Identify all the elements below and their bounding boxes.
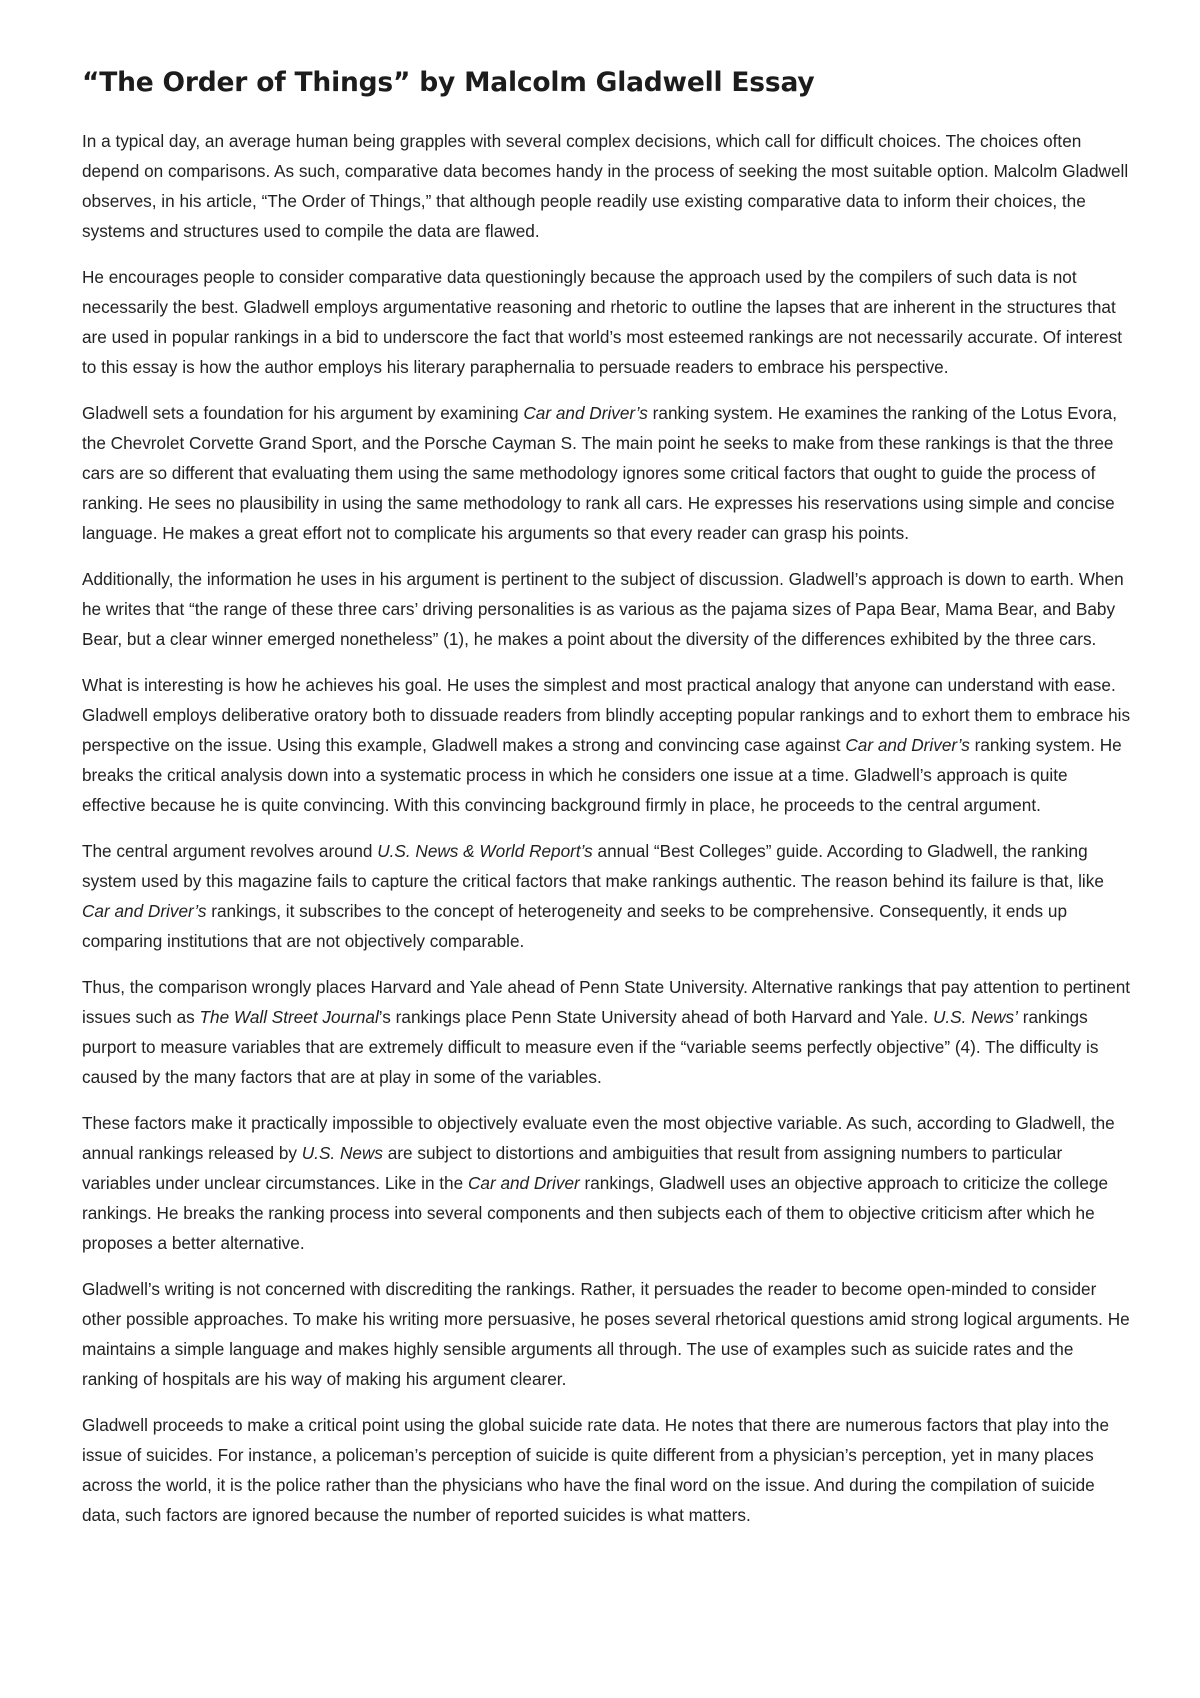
- paragraph-text: ranking system. He examines the ranking of the Lotus Evora, the Chevrolet Corvette Grand Sport, and the Porsche Cayman S. The main point he seeks to make from these rankings is that the three cars are so different that evaluating them using the same methodology ignores some critical factors that ought to guide the process of ranking. He sees no plausibility in using the same methodology to rank all cars. He expresses his reservations using simple and concise language. He makes a great effort not to complicate his arguments so that every reader can grasp his points.: [82, 403, 1117, 543]
- italic-title-text: Car and Driver’s: [845, 735, 970, 755]
- paragraph-text: ranking system. He breaks the critical analysis down into a systematic process in which he considers one issue at a time. Gladwell’s approach is quite effective because he is quite convincing. With this convincing background firmly in place, he proceeds to the central argument.: [82, 735, 1122, 815]
- italic-title-text: U.S. News: [301, 1143, 383, 1163]
- paragraph-text: rankings, Gladwell uses an objective approach to criticize the college rankings. He breaks the ranking process into several components and then subjects each of them to objective criticism after which he proposes a better alternative.: [82, 1173, 1109, 1253]
- essay-paragraph: [82, 670, 1132, 820]
- italic-title-text: Car and Driver: [467, 1173, 580, 1193]
- essay-body: [82, 126, 1132, 1530]
- paragraph-text: In a typical day, an average human being grapples with several complex decisions, which call for difficult choices. The choices often depend on comparisons. As such, comparative data becomes handy in the process of seeking the most suitable option. Malcolm Gladwell observes, in his article, “The Order of Things,” that although people readily use existing comparative data to inform their choices, the systems and structures used to compile the data are flawed.: [82, 131, 1129, 241]
- essay-paragraph: [82, 1410, 1132, 1530]
- essay-paragraph: [82, 126, 1132, 246]
- paragraph-text: Gladwell sets a foundation for his argument by examining: [82, 403, 524, 423]
- paragraph-text: rankings purport to measure variables that are extremely difficult to measure even if the “variable seems perfectly objective” (4). The difficulty is caused by the many factors that are at play in some of the variables.: [82, 1007, 1099, 1087]
- paragraph-text: What is interesting is how he achieves his goal. He uses the simplest and most practical analogy that anyone can understand with ease. Gladwell employs deliberative oratory both to dissuade readers from blindly accepting popular rankings and to exhort them to embrace his perspective on the issue. Using this example, Gladwell makes a strong and convincing case against: [82, 675, 1131, 755]
- paragraph-text: Thus, the comparison wrongly places Harvard and Yale ahead of Penn State University. Alternative rankings that pay attention to pertinent issues such as: [82, 977, 1131, 1027]
- paragraph-text: ’s rankings place Penn State University ahead of both Harvard and Yale.: [378, 1007, 933, 1027]
- paragraph-text: He encourages people to consider comparative data questioningly because the approach used by the compilers of such data is not necessarily the best. Gladwell employs argumentative reasoning and rhetoric to outline the lapses that are inherent in the structures that are used in popular rankings in a bid to underscore the fact that world’s most esteemed rankings are not necessarily accurate. Of interest to this essay is how the author employs his literary paraphernalia to persuade readers to embrace his perspective.: [82, 267, 1123, 377]
- paragraph-text: rankings, it subscribes to the concept of heterogeneity and seeks to be comprehensive. Consequently, it ends up comparing institutions that are not objectively comparable.: [82, 901, 1068, 951]
- essay-paragraph: [82, 564, 1132, 654]
- essay-paragraph: [82, 1108, 1132, 1258]
- paragraph-text: Gladwell proceeds to make a critical point using the global suicide rate data. He notes that there are numerous factors that play into the issue of suicides. For instance, a policeman’s perception of suicide is quite different from a physician’s perception, yet in many places across the world, it is the police rather than the physicians who have the final word on the issue. And during the compilation of suicide data, such factors are ignored because the number of reported suicides is what matters.: [82, 1415, 1110, 1525]
- essay-title: “The Order of Things” by Malcolm Gladwell Essay: [82, 67, 815, 98]
- paragraph-text: The central argument revolves around: [82, 841, 378, 861]
- paragraph-text: Gladwell’s writing is not concerned with discrediting the rankings. Rather, it persuades the reader to become open-minded to consider other possible approaches. To make his writing more persuasive, he poses several rhetorical questions amid strong logical arguments. He maintains a simple language and makes highly sensible arguments all through. The use of examples such as suicide rates and the ranking of hospitals are his way of making his argument clearer.: [82, 1279, 1130, 1389]
- paragraph-text: are subject to distortions and ambiguities that result from assigning numbers to particular variables under unclear circumstances. Like in the: [82, 1143, 1063, 1193]
- essay-paragraph: [82, 398, 1132, 548]
- italic-title-text: Car and Driver’s: [82, 901, 207, 921]
- essay-paragraph: [82, 836, 1132, 956]
- essay-paragraph: [82, 972, 1132, 1092]
- paragraph-text: annual “Best Colleges” guide. According to Gladwell, the ranking system used by this magazine fails to capture the critical factors that make rankings authentic. The reason behind its failure is that, like: [82, 841, 1104, 891]
- essay-page: [82, 66, 1132, 1546]
- essay-paragraph: [82, 262, 1132, 382]
- italic-title-text: The Wall Street Journal: [199, 1007, 379, 1027]
- italic-title-text: Car and Driver’s: [523, 403, 648, 423]
- paragraph-text: These factors make it practically impossible to objectively evaluate even the most objective variable. As such, according to Gladwell, the annual rankings released by: [82, 1113, 1115, 1163]
- italic-title-text: U.S. News’: [932, 1007, 1018, 1027]
- italic-title-text: U.S. News & World Report’s: [377, 841, 593, 861]
- paragraph-text: Additionally, the information he uses in his argument is pertinent to the subject of discussion. Gladwell’s approach is down to earth. When he writes that “the range of these three cars’ driving personalities is as various as the pajama sizes of Papa Bear, Mama Bear, and Baby Bear, but a clear winner emerged nonetheless” (1), he makes a point about the diversity of the differences exhibited by the three cars.: [82, 569, 1124, 649]
- essay-paragraph: [82, 1274, 1132, 1394]
